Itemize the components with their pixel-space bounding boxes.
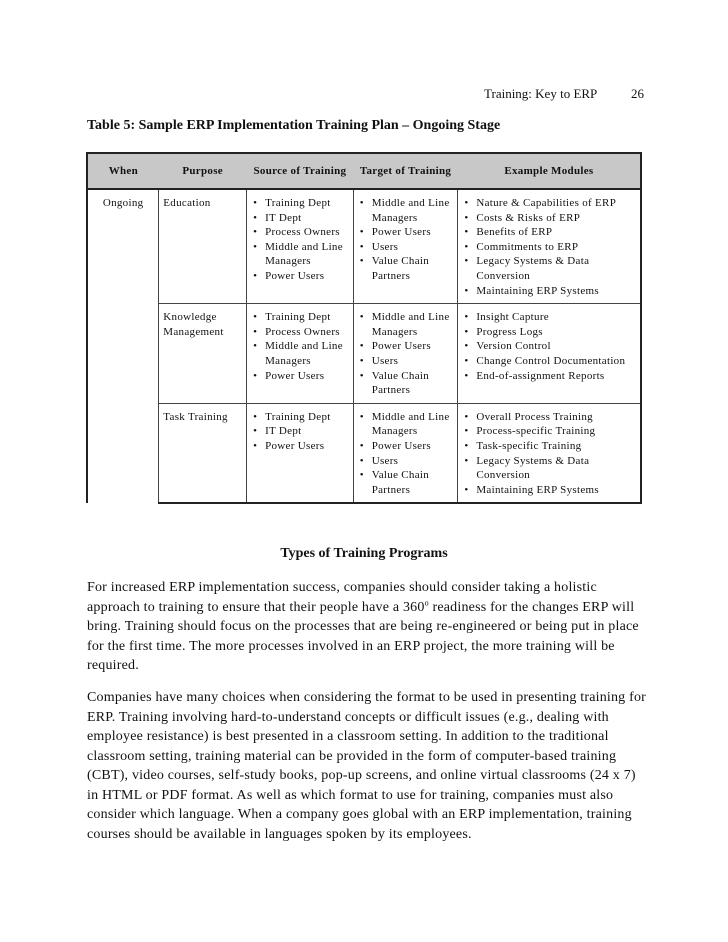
modules-list [462,410,636,498]
running-title: Training: Key to ERP [484,86,598,101]
purpose-cell: Education [159,189,247,304]
paragraph-1-part-2: readiness for the changes ERP will bring. Training should focus on the processes that are being re-engineered or being put in place for the first time. The more processes involved in an ERP project, the more training will be required. [87,599,639,673]
list-item: • Middle and Line Managers [251,240,349,269]
list-item: • Users [358,454,454,469]
table-row [87,403,641,503]
list-item: • Power Users [358,339,454,354]
list-item: • Power Users [251,369,349,384]
paragraph-1 [87,578,647,676]
list-item: • Middle and Line Managers [358,196,454,225]
source-list [251,410,349,454]
section-title: Types of Training Programs [280,546,448,561]
table-row [87,189,641,304]
list-item: • Training Dept [251,310,349,325]
list-item: • Nature & Capabilities of ERP [462,196,636,211]
running-header [484,86,644,102]
list-item: • Version Control [462,339,636,354]
list-item: • Benefits of ERP [462,225,636,240]
list-item: • Commitments to ERP [462,240,636,255]
header-target: Target of Training [353,153,458,189]
source-list [251,310,349,383]
list-item: • Maintaining ERP Systems [462,284,636,299]
source-cell [247,189,354,304]
degree-sup: o [424,597,429,607]
target-cell [353,189,458,304]
table-row [87,304,641,404]
header-modules: Example Modules [458,153,641,189]
list-item: • Training Dept [251,196,349,211]
modules-list [462,310,636,383]
source-cell [247,403,354,503]
list-item: • Value Chain Partners [358,369,454,398]
list-item: • Middle and Line Managers [358,410,454,439]
modules-cell [458,189,641,304]
table-header-row [87,153,641,189]
list-item: • Power Users [251,439,349,454]
list-item: • Change Control Documentation [462,354,636,369]
list-item: • Maintaining ERP Systems [462,483,636,498]
list-item: • Insight Capture [462,310,636,325]
training-plan-table [86,152,642,504]
header-when: When [87,153,159,189]
source-cell [247,304,354,404]
list-item: • Value Chain Partners [358,254,454,283]
paragraph-2: Companies have many choices when considering the format to be used in presenting training for ERP. Training involving hard-to-understand concepts or difficult issues (e.g., dealing with employee resistance) is best presented in a classroom setting. In addition to the traditional classroom setting, training material can be provided in the form of computer-based training (CBT), video courses, self-study books, pop-up screens, and online virtual classrooms (24 x 7) in HTML or PDF format. As well as which format to use for training, companies must also consider which language. When a company goes global with an ERP implementation, training courses should be available in languages spoken by its employees. [87,690,647,842]
list-item: • Costs & Risks of ERP [462,211,636,226]
list-item: • IT Dept [251,211,349,226]
list-item: • End-of-assignment Reports [462,369,636,384]
modules-list [462,196,636,298]
list-item: • Legacy Systems & Data Conversion [462,254,636,283]
target-cell [353,304,458,404]
list-item: • Middle and Line Managers [358,310,454,339]
list-item: • Training Dept [251,410,349,425]
list-item: • Users [358,354,454,369]
target-list [358,196,454,284]
list-item: • Process Owners [251,325,349,340]
purpose-cell: Task Training [159,403,247,503]
list-item: • Users [358,240,454,255]
target-list [358,310,454,398]
list-item: • Progress Logs [462,325,636,340]
modules-cell [458,403,641,503]
target-list [358,410,454,498]
list-item: • Process-specific Training [462,424,636,439]
list-item: • Power Users [251,269,349,284]
list-item: • Power Users [358,225,454,240]
header-purpose: Purpose [159,153,247,189]
modules-cell [458,304,641,404]
source-list [251,196,349,284]
paragraph-1-part-1: For increased ERP implementation success, companies should consider taking a holistic approach to training to ensure that their people have a 360 [87,580,597,615]
page-number: 26 [631,86,644,101]
table-caption: Table 5: Sample ERP Implementation Training Plan – Ongoing Stage [87,118,501,133]
list-item: • Middle and Line Managers [251,339,349,368]
target-cell [353,403,458,503]
list-item: • Overall Process Training [462,410,636,425]
list-item: • Process Owners [251,225,349,240]
list-item: • Power Users [358,439,454,454]
header-source: Source of Training [247,153,354,189]
when-cell: Ongoing [87,189,159,503]
list-item: • Legacy Systems & Data Conversion [462,454,636,483]
list-item: • IT Dept [251,424,349,439]
list-item: • Value Chain Partners [358,468,454,497]
purpose-cell: Knowledge Management [159,304,247,404]
list-item: • Task-specific Training [462,439,636,454]
